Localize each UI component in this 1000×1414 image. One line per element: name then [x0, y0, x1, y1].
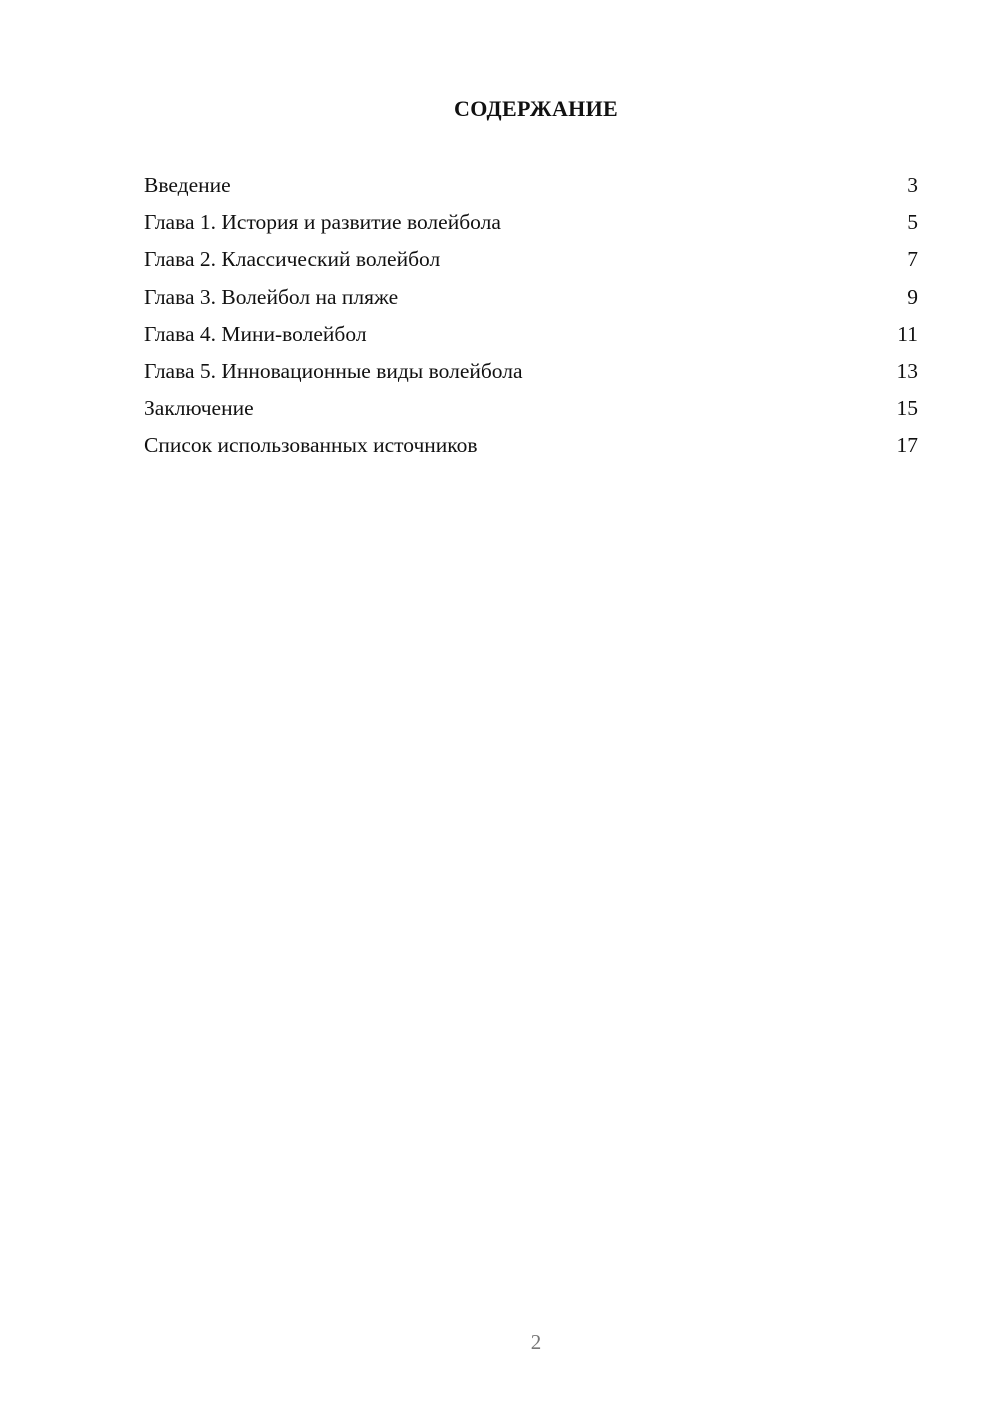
toc-entry[interactable]	[144, 428, 918, 465]
page-title: СОДЕРЖАНИЕ	[454, 96, 618, 121]
toc-entry-page: 5	[907, 210, 918, 235]
toc-entry[interactable]	[144, 354, 918, 391]
toc-entry[interactable]	[144, 168, 918, 205]
page-number: 2	[530, 1330, 542, 1354]
toc-entry-label: Глава 1. История и развитие волейбола	[144, 210, 501, 235]
toc-entry[interactable]	[144, 205, 918, 242]
toc-entry-page: 13	[896, 358, 918, 383]
toc-entry-page: 11	[897, 321, 918, 346]
toc-entry-page: 7	[907, 247, 918, 272]
toc-entry[interactable]	[144, 391, 918, 428]
toc-entry-label: Глава 5. Инновационные виды волейбола	[144, 358, 523, 383]
toc-entry-label: Глава 4. Мини-волейбол	[144, 321, 367, 346]
toc-entry-label: Заключение	[144, 396, 254, 421]
toc-entry-page: 17	[896, 433, 918, 458]
toc-entry[interactable]	[144, 280, 918, 317]
toc-entry[interactable]	[144, 317, 918, 354]
toc-entry[interactable]	[144, 242, 918, 279]
toc-entry-page: 15	[896, 396, 918, 421]
toc-entry-page: 3	[907, 173, 918, 197]
table-of-contents	[144, 168, 918, 466]
toc-entry-label: Список использованных источников	[144, 433, 478, 458]
toc-entry-page: 9	[907, 284, 918, 309]
toc-entry-label: Глава 2. Классический волейбол	[144, 247, 441, 272]
toc-entry-label: Глава 3. Волейбол на пляже	[144, 284, 399, 309]
toc-entry-label: Введение	[144, 173, 231, 197]
